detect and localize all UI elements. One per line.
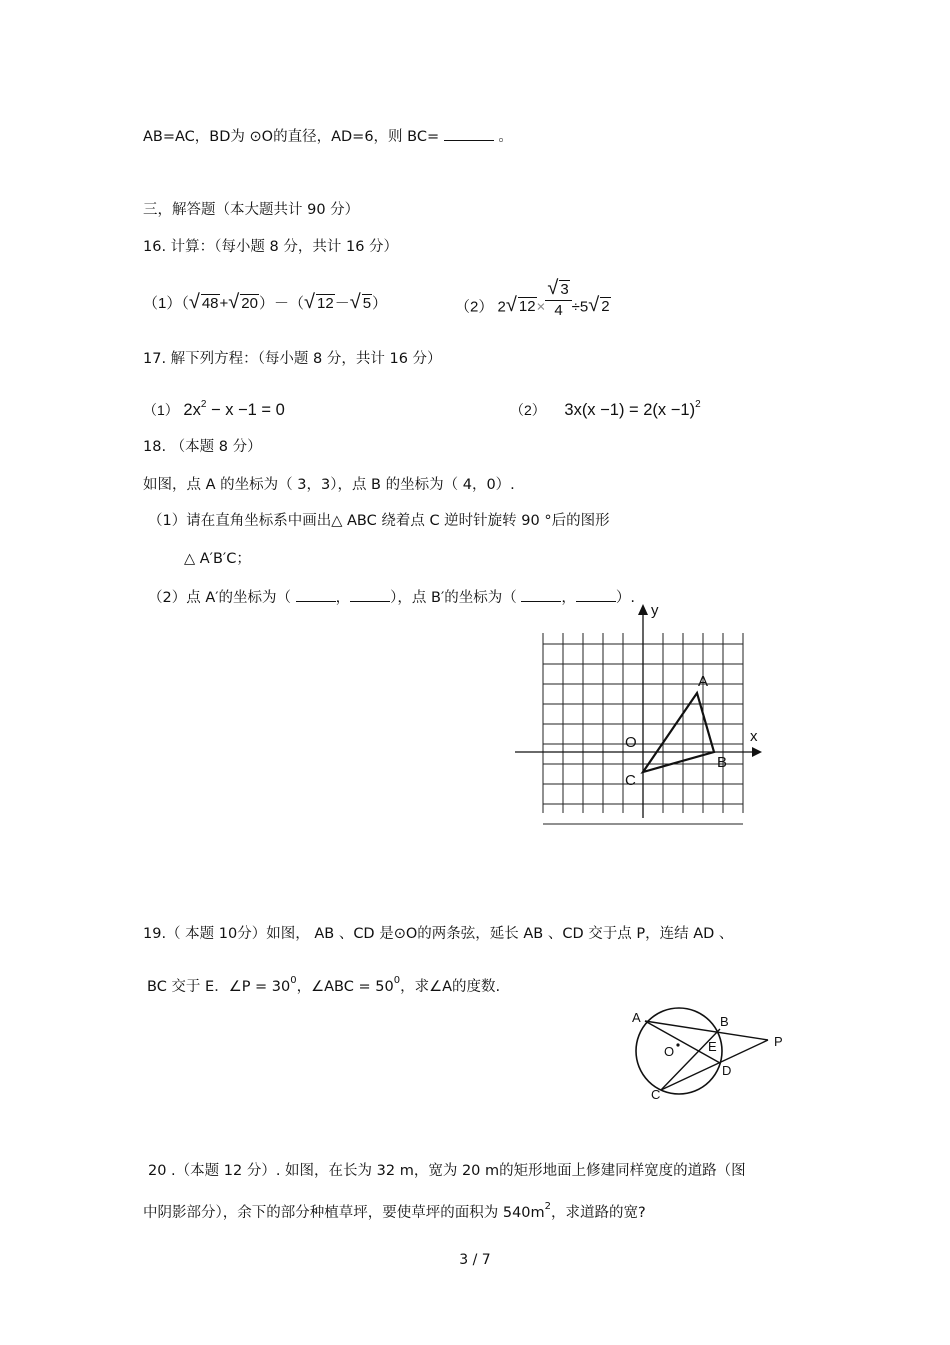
sqrt-2: √ 2 (588, 294, 610, 317)
sqrt-12b: √ 12 (505, 294, 536, 317)
label-p-circle: P (774, 1034, 783, 1049)
sqrt-20: √ 20 (228, 291, 258, 313)
label-c-circle: C (651, 1087, 661, 1102)
y-axis (638, 604, 648, 818)
q18-intro: 如图，点 A 的坐标为（ 3，3），点 B 的坐标为（ 4，0）. (143, 477, 515, 493)
q16-part1: （1）（ √ 48+ √ 20）－（ √ 12－ √ 5） (143, 291, 388, 313)
label-x: x (750, 728, 758, 745)
q16-p2-label: （2） (455, 298, 494, 316)
coordinate-grid-figure (510, 600, 770, 825)
q17-part2: （2） $3x(x -1) = 2(x -1)^2$ (510, 399, 701, 419)
q18-part1b: △ A′B′C； (184, 551, 251, 567)
label-y: y (651, 602, 659, 619)
sqrt-5: √ 5 (349, 291, 372, 313)
q15-tail-line (143, 126, 513, 147)
label-d-circle: D (722, 1063, 732, 1078)
label-c: C (625, 772, 636, 789)
q17-part1: （1） $2x^2 - x -1 = 0$ (143, 399, 285, 419)
q19-line2: BC 交于 E．∠P = $30^0$，∠ABC = $50^0$，求∠A的度数. (147, 975, 501, 995)
q15-tail-text: AB=AC，BD为 ⊙O的直径，AD=6，则 BC= (143, 129, 440, 145)
q16-part2: （2） 2 √ 12× √ 3 4 ÷5 √ 2 (455, 277, 610, 319)
circle-chords-figure (625, 1005, 795, 1110)
label-a-circle: A (632, 1010, 641, 1025)
a-prime-y-blank[interactable] (350, 587, 390, 602)
q20-line1: 20 .（本题 12 分）. 如图，在长为 32 m，宽为 20 m的矩形地面上修建同样宽度的道路（图 (148, 1163, 746, 1179)
center-dot (676, 1043, 679, 1046)
q17-header: 17. 解下列方程：（每小题 8 分，共计 16 分） (143, 351, 442, 367)
label-b: B (717, 754, 728, 771)
q20-line2: 中阴影部分），余下的部分种植草坪，要使草坪的面积为 $540m^2$，求道路的宽? (143, 1201, 646, 1221)
page-number: 3 / 7 (459, 1252, 491, 1268)
q18-header: 18. （本题 8 分） (143, 439, 262, 455)
label-a: A (698, 673, 709, 690)
q18-part1: （1）请在直角坐标系中画出△ ABC 绕着点 C 逆时针旋转 90 °后的图形 (148, 513, 610, 529)
q16-p1-label: （1）（ (143, 295, 189, 312)
sqrt-48: √ 48 (188, 291, 219, 313)
label-e-circle: E (708, 1039, 717, 1054)
label-b-circle: B (720, 1014, 729, 1029)
q16-header: 16. 计算：（每小题 8 分，共计 16 分） (143, 239, 399, 255)
sqrt-12: √ 12 (304, 291, 334, 313)
q15-answer-blank[interactable] (444, 126, 494, 141)
q18-part2: （2）点 A′的坐标为（ ， ），点 B′的坐标为（ ， ）. (148, 587, 635, 608)
q15-tail-end: 。 (498, 129, 513, 145)
fraction-sqrt3-over-4: √ 3 4 (545, 280, 571, 321)
section3-title: 三，解答题（本大题共计 90 分） (143, 202, 360, 218)
q19-line1: 19.（ 本题 10分）如图， AB 、CD 是⊙O的两条弦，延长 AB 、CD 交于点 P，连结 AD 、 (143, 926, 734, 942)
a-prime-x-blank[interactable] (296, 587, 336, 602)
label-o: O (625, 734, 637, 751)
label-o-circle: O (664, 1044, 675, 1059)
